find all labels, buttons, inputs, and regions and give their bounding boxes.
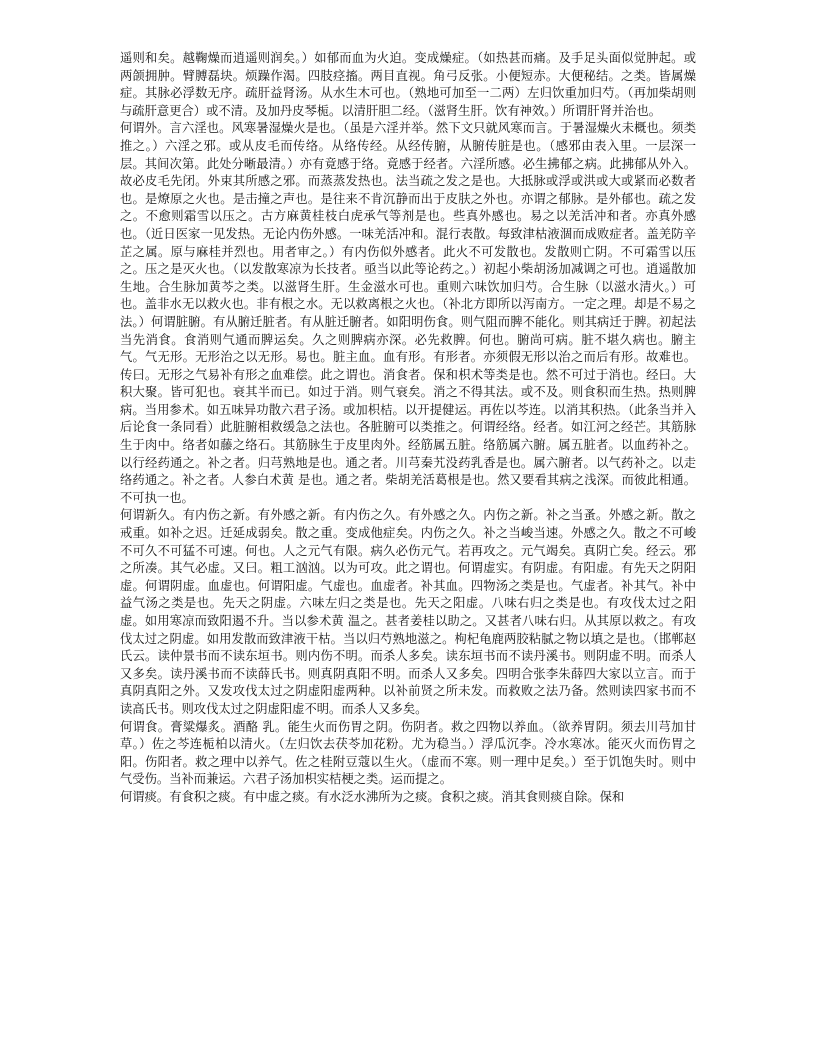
- document-page: [120, 50, 696, 807]
- paragraph-4: 何谓食。膏粱爆炙。酒酪 乳。能生火而伤胃之阴。伤阴者。救之四物以养血。（欲养胃阴。须去川芎加甘草。）佐之芩连栀柏以清火。（左归饮去茯苓加花粉。尤为稳当。）浮瓜沉李。冷水寒冰。能灭火而伤胃之阳。伤阳者。救之理中以养气。佐之桂附豆蔻以生火。（虚而不寒。则一理中足矣。）至于饥饱失时。则中气受伤。当补而兼运。六君子汤加枳实桔梗之类。运而提之。: [120, 719, 696, 787]
- paragraph-1: 遥则和矣。越鞠燥而逍遥则润矣。）如郁而血为火迫。变成燥症。（如热甚而痛。及手足头面似觉肿起。或两颌拥肿。臂膊磊块。烦躁作渴。四肢痉搐。两目直视。角弓反张。小便短赤。大便秘结。之类。皆属燥症。其脉必浮数无序。疏肝益肾汤。从水生木可也。（熟地可加至一二两）左归饮重加归芍。（再加柴胡则与疏肝意更合）或不清。及加丹皮琴栀。以清肝胆二经。（滋肾生肝。饮有神效。）所谓肝肾并治也。: [120, 51, 696, 118]
- paragraph-5: 何谓痰。有食积之痰。有中虚之痰。有水泛水沸所为之痰。食积之痰。消其食则痰自除。保和: [120, 789, 625, 804]
- paragraph-3: 何谓新久。有内伤之新。有外感之新。有内伤之久。有外感之久。内伤之新。补之当蚤。外感之新。散之戒重。如补之迟。迁延成弱矣。散之重。变成他症矣。内伤之久。补之当峻当速。外感之久。散之不可峻不可久不可猛不可速。何也。人之元气有限。病久必伤元气。若再攻之。元气竭矣。真阴亡矣。经云。邪之所凑。其气必虚。又曰。粗工汹汹。以为可攻。此之谓也。何谓虚实。有阴虚。有阳虚。有先天之阴阳虚。何谓阴虚。血虚也。何谓阳虚。气虚也。血虚者。补其血。四物汤之类是也。气虚者。补其气。补中益气汤之类是也。先天之阴虚。六味左归之类是也。先天之阳虚。八味右归之类是也。有攻伐太过之阳虚。如用寒凉而致阳遏不升。当以参术黄 温之。甚者姜桂以助之。又甚者八味右归。从其原以救之。有攻伐太过之阴虚。如用发散而致津液干枯。当以归芍熟地滋之。枸杞龟鹿两胶粘腻之物以填之是也。（邯郸赵氏云。读仲景书而不读东垣书。则内伤不明。而杀人多矣。读东垣书而不读丹溪书。则阴虚不明。而杀人又多矣。读丹溪书而不读薛氏书。则真阴真阳不明。而杀人又多矣。四明合张李朱薛四大家以立言。而于真阴真阳之外。又发攻伐太过之阴虚阳虚两种。以补前贤之所未发。而救败之法乃备。然则读四家书而不读高氏书。则攻伐太过之阴虚阳虚不明。而杀人又多矣。: [120, 508, 696, 716]
- paragraph-2: 何谓外。言六淫也。风寒暑湿燥火是也。（虽是六淫并举。然下文只就风寒而言。于暑湿燥火未概也。须类推之。）六淫之邪。或从皮毛而传络。从络传经。从经传腑，从腑传脏是也。（感邪由表入里。一层深一层。其间次第。此处分晰最清。）亦有竟感于络。竟感于经者。六淫所感。必生拂郁之病。此拂郁从外入。故必皮毛先闭。外束其所感之邪。而蒸蒸发热也。法当疏之发之是也。大抵脉或浮或洪或大或紧而必数者也。是燎原之火也。是击撞之声也。是往来不肯沉静而出于皮肤之外也。亦谓之郁脉。是外郁也。疏之发之。不愈则霜雪以压之。古方麻黄桂枝白虎承气等剂是也。些真外感也。易之以羌活冲和者。亦真外感也。（近日医家一见发热。无论内伤外感。一味羌活冲和。混行表散。每致津枯液涸而成败症者。盖羌防辛芷之属。原与麻桂并烈也。用者审之。）有内伤似外感者。此火不可发散也。发散则亡阴。不可霜雪以压之。压之是灭火也。（以发散寒凉为长技者。亟当以此等论药之。）初起小柴胡汤加减调之可也。逍遥散加生地。合生脉加黄芩之类。以滋肾生肝。生金滋水可也。重则六味饮加归芍。合生脉（以滋水清火。）可也。盖非水无以救火也。非有根之水。无以救离根之火也。（补北方即所以泻南方。一定之理。却是不易之法。）何谓脏腑。有从腑迁脏者。有从脏迁腑者。如阳明伤食。则气阻而脾不能化。则其病迁于脾。初起法当先消食。食消则气通而脾运矣。久之则脾病亦深。必先救脾。何也。腑尚可病。脏不堪久病也。腑主气。气无形。无形治之以无形。易也。脏主血。血有形。有形者。亦须假无形以治之而后有形。故难也。传曰。无形之气易补有形之血难偿。此之谓也。消食者。保和枳术等类是也。然不可过于消也。经曰。大积大聚。皆可犯也。衰其半而已。如过于消。则气衰矣。消之不得其法。或不及。则食积而生热。热则脾病。当用参术。如五味异功散六君子汤。或加枳桔。以开提健运。再佐以芩连。以消其积热。（此条当并入后论食一条同看）此脏腑相救缓急之法也。各脏腑可以类推之。何谓经络。经者。如江河之经芒。其筋脉生于肉中。络者如藤之络石。其筋脉生于皮里肉外。经筋属五脏。络筋属六腑。属五脏者。以血药补之。以行经药通之。补之者。归芎熟地是也。通之者。川芎秦艽没药乳香是也。属六腑者。以气药补之。以走络药通之。补之者。人参白术黄 是也。通之者。柴胡羌活葛根是也。然又要看其病之浅深。而彼此相通。不可执一也。: [120, 121, 696, 505]
